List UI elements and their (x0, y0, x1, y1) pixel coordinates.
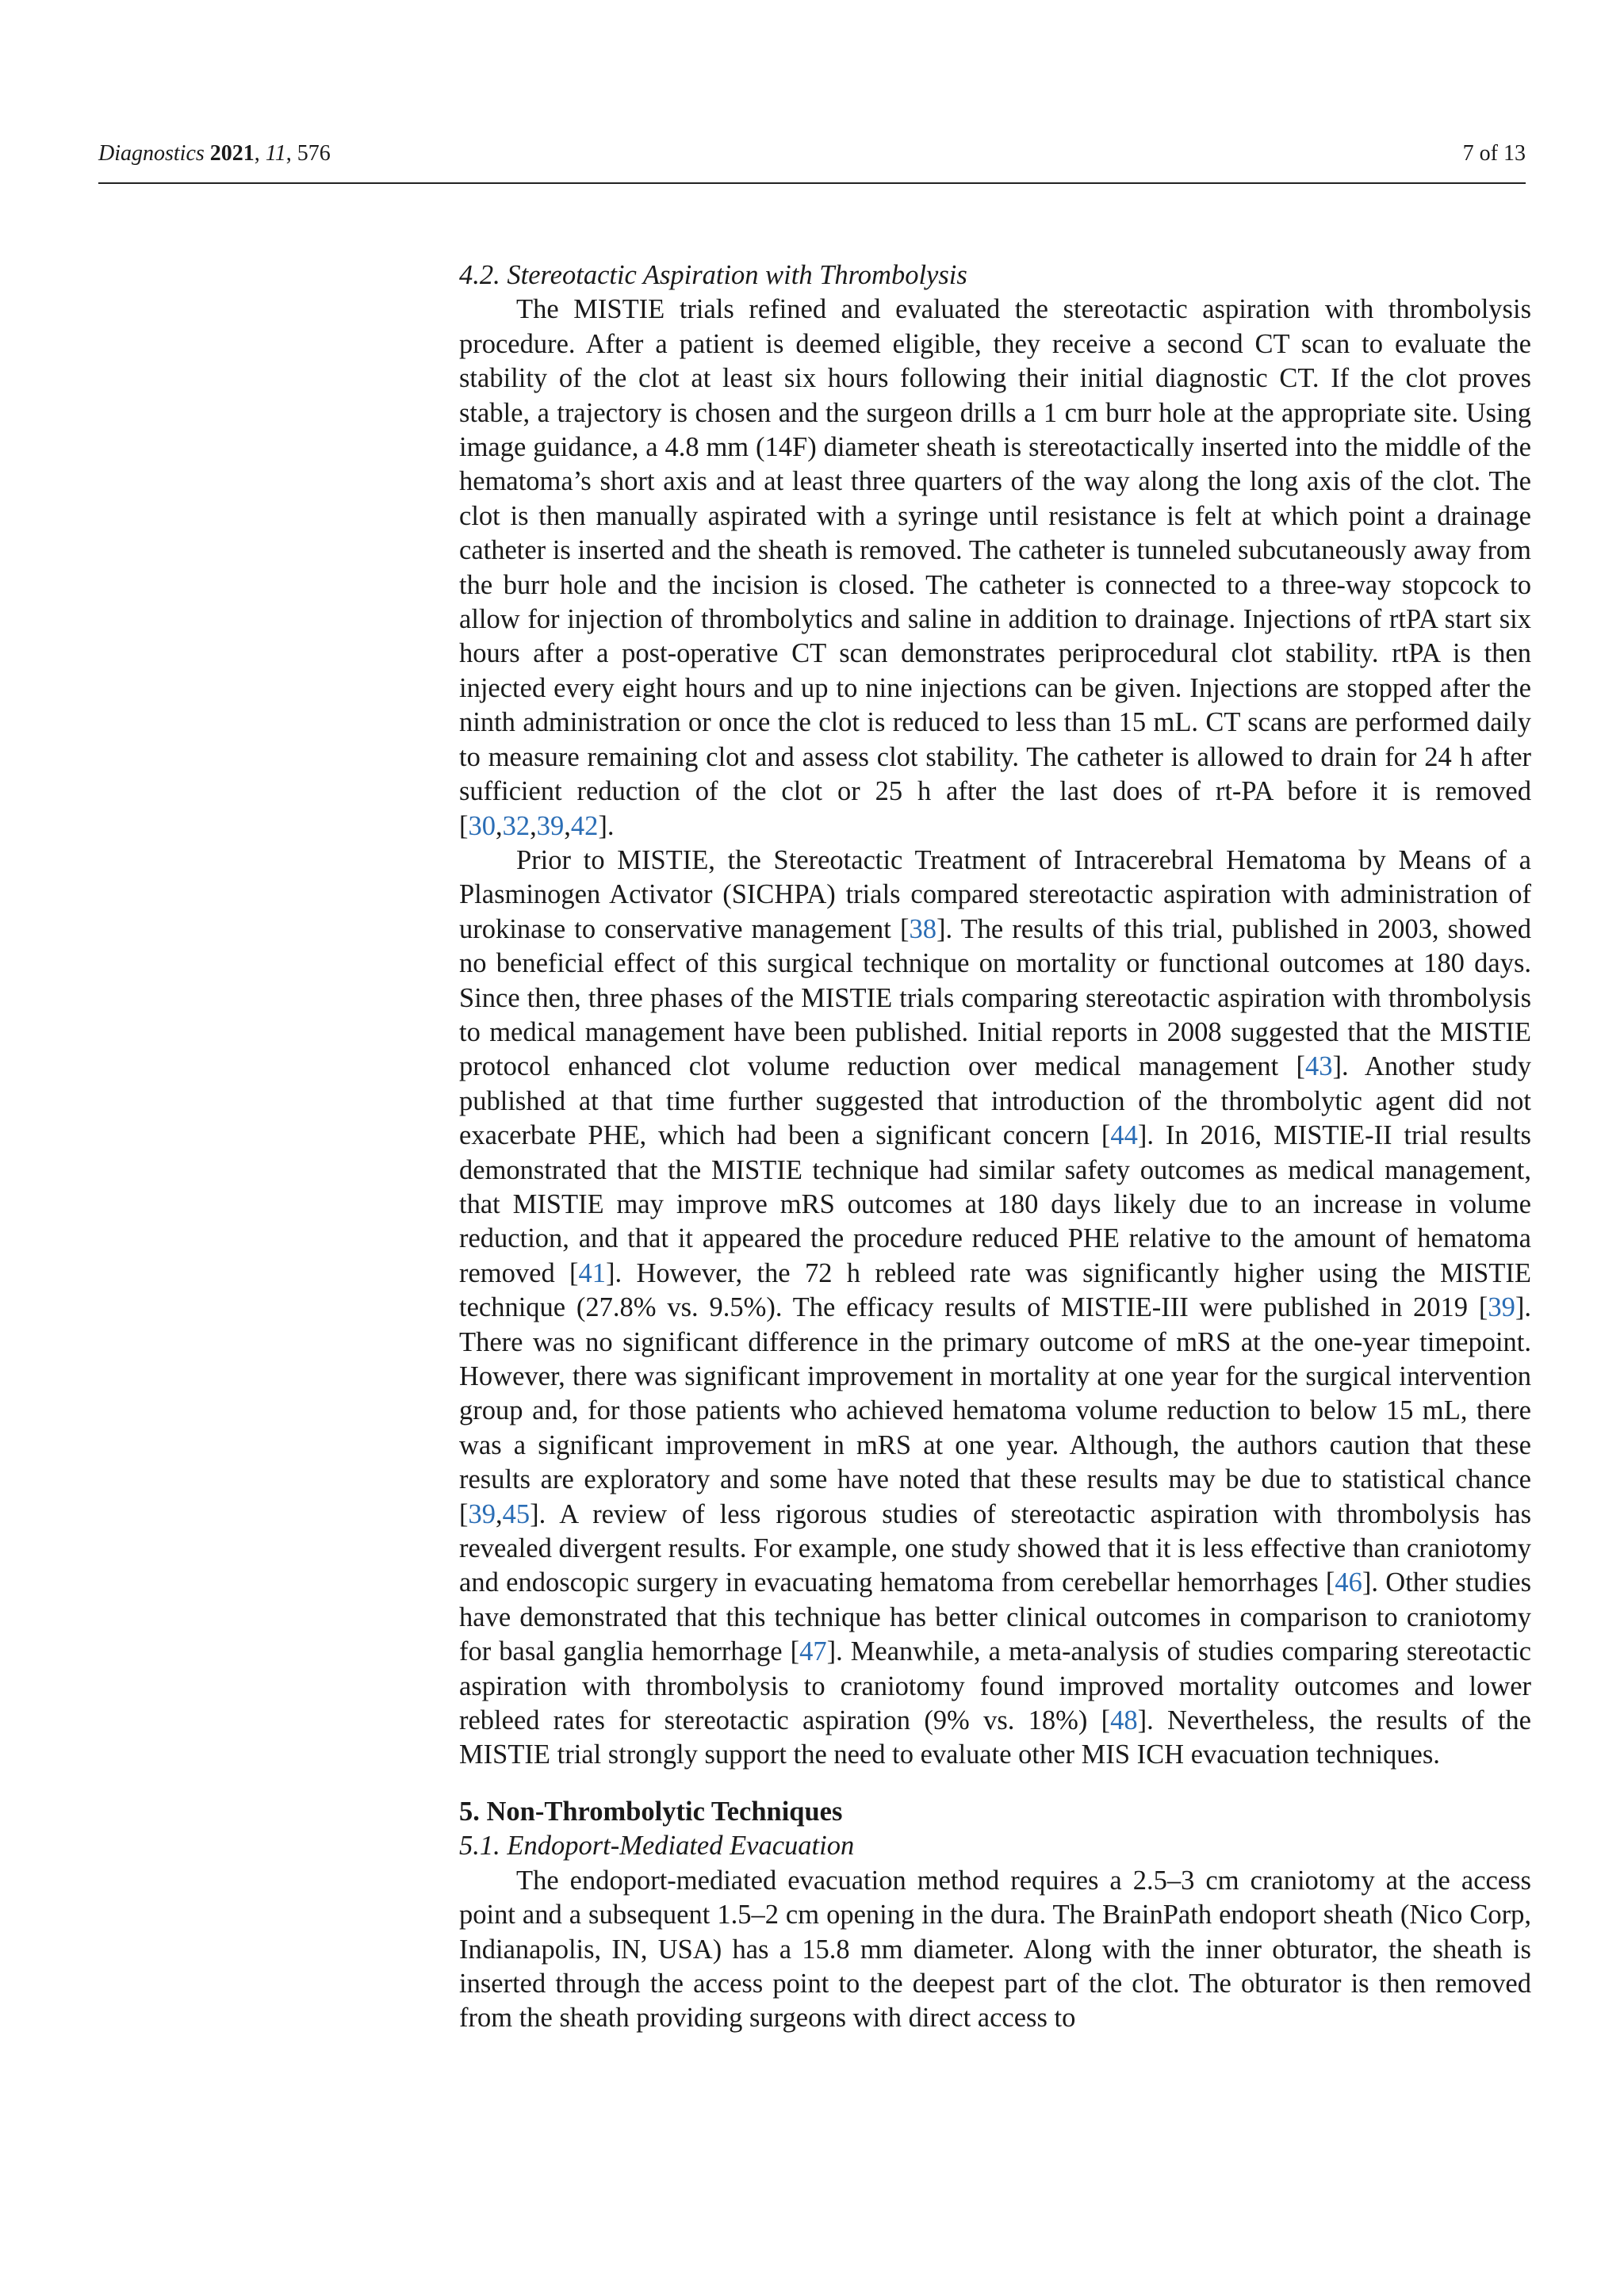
citation-link[interactable]: 39 (1488, 1292, 1515, 1323)
section-spacer (459, 1773, 1531, 1795)
citation-link[interactable]: 30 (468, 810, 496, 841)
paragraph: The endoport-mediated evacuation method requires a 2.5–3 cm craniotomy at the access point and a subsequent 1.5–2 cm opening in the dura. The BrainPath endoport sheath (Nico Corp, Indianapolis, IN, USA) has a 15.8 mm diameter. Along with the inner obturator, the sheath is inserted through the access point to the deepest part of the clot. The obturator is then removed from the sheath providing surgeons with direct access to (459, 1865, 1531, 2034)
citation-link[interactable]: 41 (578, 1257, 607, 1288)
article-number: 576 (297, 141, 331, 166)
citation-link[interactable]: 39 (468, 1498, 496, 1529)
section-5-heading: 5. Non-Thrombolytic Techniques (459, 1796, 843, 1827)
citation-link[interactable]: 46 (1335, 1567, 1362, 1598)
paragraph: The MISTIE trials refined and evaluated the stereotactic aspiration with thrombolysis procedure. After a patient is deemed eligible, they receive a second CT scan to evaluate the stability of the clot at least six hours following their initial diagnostic CT. If the clot proves stable, a trajectory is chosen and the surgeon drills a 1 cm burr hole at the appropriate site. Using image guidance, a 4.8 mm (14F) diameter sheath is stereotactically inserted into the middle of the hematoma’s short axis and at least three quarters of the way along the long axis of the clot. The clot is then manually aspirated with a syringe until resistance is felt at which point a drainage catheter is inserted and the sheath is removed. The catheter is tunneled subcutaneously away from the burr hole and the incision is closed. The catheter is connected to a three-way stopcock to allow for injection of thrombolytics and saline in addition to drainage. Injections of rtPA start six hours after a post-operative CT scan demonstrates periprocedural clot stability. rtPA is then injected every eight hours and up to nine injections can be given. Injections are stopped after the ninth administration or once the clot is reduced to less than 15 mL. CT scans are performed daily to measure remaining clot and assess clot stability. The catheter is allowed to drain for 24 h after sufficient reduction of the clot or 25 h after the last does of rt-PA before it is removed [30,32,39,42]. (459, 294, 1531, 841)
citation-link[interactable]: 39 (536, 810, 565, 841)
journal-name: Diagnostics (98, 141, 205, 166)
citation-link[interactable]: 32 (502, 810, 530, 841)
citation-link[interactable]: 47 (799, 1636, 827, 1667)
citation-link[interactable]: 45 (502, 1498, 530, 1529)
citation-link[interactable]: 42 (570, 810, 599, 841)
page-number: 7 of 13 (1462, 141, 1526, 166)
section-5-1-heading: 5.1. Endoport-Mediated Evacuation (459, 1831, 855, 1862)
citation-link[interactable]: 43 (1304, 1051, 1333, 1082)
running-header (98, 141, 1526, 184)
section-4-2-heading: 4.2. Stereotactic Aspiration with Thrombolysis (459, 260, 967, 290)
article-body (459, 258, 1531, 2036)
journal-volume: 11 (265, 141, 286, 166)
citation-link[interactable]: 44 (1110, 1120, 1138, 1151)
paragraph: Prior to MISTIE, the Stereotactic Treatment of Intracerebral Hematoma by Means of a Plasminogen Activator (SICHPA) trials compared stereotactic aspiration with administration of urokinase to conservative management [38]. The results of this trial, published in 2003, showed no beneficial effect of this surgical technique on mortality or functional outcomes at 180 days. Since then, three phases of the MISTIE trials comparing stereotactic aspiration with thrombolysis to medical management have been published. Initial reports in 2008 suggested that the MISTIE protocol enhanced clot volume reduction over medical management [43]. Another study published at that time further suggested that introduction of the thrombolytic agent did not exacerbate PHE, which had been a significant concern [44]. In 2016, MISTIE-II trial results demonstrated that the MISTIE technique had similar safety outcomes as medical management, that MISTIE may improve mRS outcomes at 180 days likely due to an increase in volume reduction, and that it appeared the procedure reduced PHE relative to the amount of hematoma removed [41]. However, the 72 h rebleed rate was significantly higher using the MISTIE technique (27.8% vs. 9.5%). The efficacy results of MISTIE-III were published in 2019 [39]. There was no significant difference in the primary outcome of mRS at the one-year timepoint. However, there was significant improvement in mortality at one year for the surgical intervention group and, for those patients who achieved hematoma volume reduction to below 15 mL, there was a significant improvement in mRS at one year. Although, the authors caution that these results are exploratory and some have noted that these results may be due to statistical chance [39,45]. A review of less rigorous studies of stereotactic aspiration with thrombolysis has revealed divergent results. For example, one study showed that it is less effective than craniotomy and endoscopic surgery in evacuating hematoma from cerebellar hemorrhages [46]. Other studies have demonstrated that this technique has better clinical outcomes in comparison to craniotomy for basal ganglia hemorrhage [47]. Meanwhile, a meta-analysis of studies comparing stereotactic aspiration with thrombolysis to craniotomy found improved mortality outcomes and lower rebleed rates for stereotactic aspiration (9% vs. 18%) [48]. Nevertheless, the results of the MISTIE trial strongly support the need to evaluate other MIS ICH evacuation techniques. (459, 844, 1531, 1770)
journal-year: 2021 (209, 141, 255, 166)
citation-link[interactable]: 48 (1110, 1705, 1138, 1736)
citation-link[interactable]: 38 (909, 913, 936, 944)
journal-citation: Diagnostics 2021, 11, 576 (98, 141, 331, 166)
